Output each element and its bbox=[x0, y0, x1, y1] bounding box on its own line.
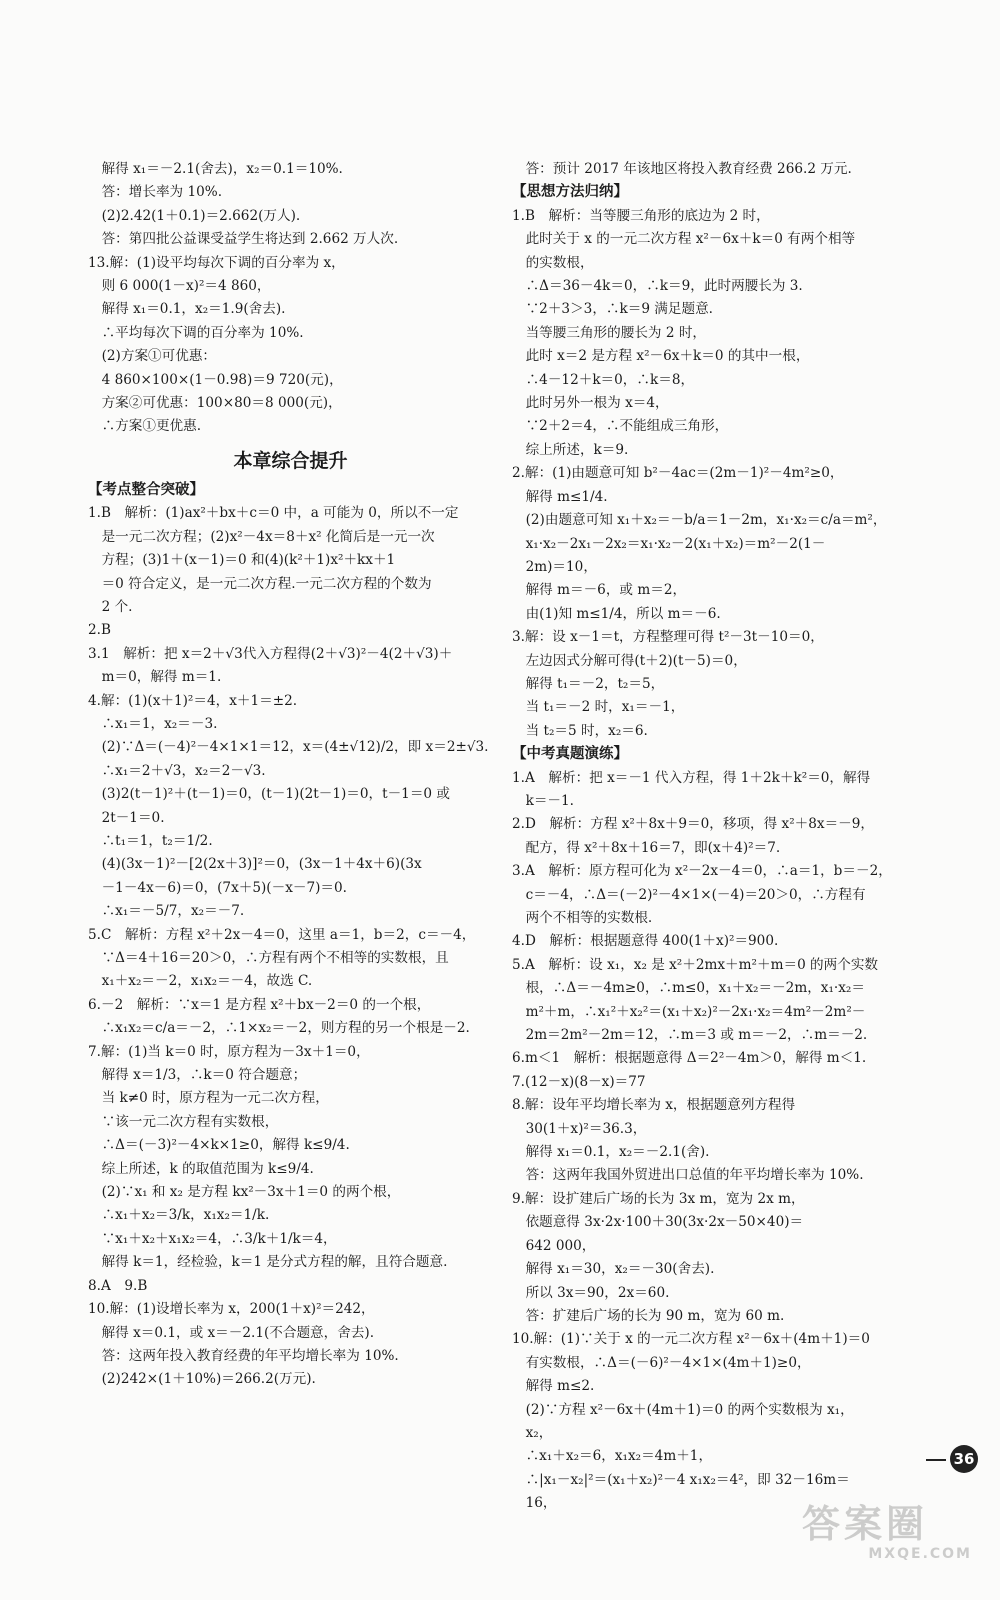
section-heading: 【思想方法归纳】 bbox=[512, 184, 628, 201]
text-line: ＝0 符合定义，是一元二次方程.一元二次方程的个数为 bbox=[88, 575, 432, 592]
text-line: ∴x₁＝1，x₂＝－3. bbox=[88, 715, 218, 732]
text-line: 方案②可优惠：100×80＝8 000(元)， bbox=[88, 395, 342, 412]
text-line: 依题意得 3x·2x·100＋30(3x·2x－50×40)＝ bbox=[512, 1214, 804, 1231]
chapter-heading: 本章综合提升 bbox=[233, 449, 348, 472]
page-number-dash bbox=[926, 1459, 946, 1461]
text-line: 由(1)知 m≤1/4，所以 m＝－6. bbox=[512, 605, 721, 622]
text-line: 10.解：(1)设增长率为 x，200(1＋x)²＝242， bbox=[88, 1301, 375, 1318]
text-line: 解得 x＝0.1，或 x＝－2.1(不合题意，舍去). bbox=[88, 1324, 375, 1341]
text-line: 解得 m≤2. bbox=[512, 1378, 595, 1395]
text-line: 2m)＝10， bbox=[512, 558, 597, 575]
text-line: (4)(3x－1)²－[2(2x＋3)]²＝0，(3x－1＋4x＋6)(3x bbox=[88, 856, 422, 873]
text-line: 当 t₁＝－2 时，x₁＝－1， bbox=[512, 699, 685, 716]
text-line: 2.B bbox=[88, 622, 111, 639]
text-line: 解得 k＝1，经检验，k＝1 是分式方程的解，且符合题意. bbox=[88, 1254, 448, 1271]
text-line: 1.A 解析：把 x＝－1 代入方程，得 1＋2k＋k²＝0，解得 bbox=[512, 769, 871, 786]
watermark-main: 答案圈 bbox=[802, 1502, 929, 1546]
text-line: 2.D 解析：方程 x²＋8x＋9＝0，移项，得 x²＋8x＝－9， bbox=[512, 816, 875, 833]
text-line: 30(1＋x)²＝36.3， bbox=[512, 1120, 647, 1137]
text-line: 5.A 解析：设 x₁，x₂ 是 x²＋2mx＋m²＋m＝0 的两个实数 bbox=[512, 956, 879, 973]
text-line: 方程；(3)1＋(x－1)＝0 和(4)(k²＋1)x²＋kx＋1 bbox=[88, 552, 396, 569]
text-line: x₁·x₂－2x₁－2x₂＝x₁·x₂－2(x₁＋x₂)＝m²－2(1－ bbox=[512, 535, 826, 552]
text-line: 答：这两年投入教育经费的年平均增长率为 10%. bbox=[88, 1347, 399, 1364]
watermark-logo bbox=[802, 1502, 972, 1572]
text-line: 5.C 解析：方程 x²＋2x－4＝0，这里 a＝1，b＝2，c＝－4， bbox=[88, 926, 476, 943]
text-line: 2.解：(1)由题意可知 b²－4ac＝(2m－1)²－4m²≥0， bbox=[512, 465, 844, 482]
text-line: 13.解：(1)设平均每次下调的百分率为 x， bbox=[88, 254, 345, 271]
text-line: k＝－1. bbox=[512, 792, 574, 809]
section-heading: 【考点整合突破】 bbox=[88, 481, 204, 498]
text-line: 1.B 解析：(1)ax²＋bx＋c＝0 中，a 可能为 0，所以不一定 bbox=[88, 505, 459, 522]
text-line: 解得 t₁＝－2，t₂＝5， bbox=[512, 675, 665, 692]
text-line: 的实数根， bbox=[512, 254, 594, 271]
text-line: m²＋m，∴x₁²＋x₂²＝(x₁＋x₂)²－2x₁·x₂＝4m²－2m²－ bbox=[512, 1003, 866, 1020]
text-line: 解得 m≤1/4. bbox=[512, 488, 608, 505]
page-number-circle: 36 bbox=[950, 1445, 978, 1473]
text-line: 4 860×100×(1－0.98)＝9 720(元)， bbox=[88, 371, 343, 388]
text-line: －1－4x－6)＝0，(7x＋5)(－x－7)＝0. bbox=[88, 879, 347, 896]
section-heading: 【中考真题演练】 bbox=[512, 746, 628, 763]
text-line: 答：扩建后广场的长为 90 m，宽为 60 m. bbox=[512, 1307, 785, 1324]
text-line: (2)方案①可优惠： bbox=[88, 348, 217, 365]
text-line: 4.D 解析：根据题意得 400(1＋x)²＝900. bbox=[512, 933, 779, 950]
text-line: (3)2(t－1)²＋(t－1)＝0，(t－1)(2t－1)＝0，t－1＝0 或 bbox=[88, 786, 450, 803]
text-line: 当等腰三角形的腰长为 2 时， bbox=[512, 324, 707, 341]
text-line: ∴x₁＋x₂＝3/k，x₁x₂＝1/k. bbox=[88, 1207, 270, 1224]
text-line: (2)∵x₁ 和 x₂ 是方程 kx²－3x＋1＝0 的两个根， bbox=[88, 1184, 401, 1201]
text-line: ∴Δ＝(－3)²－4×k×1≥0，解得 k≤9/4. bbox=[88, 1137, 350, 1154]
text-line: 3.解：设 x－1＝t，方程整理可得 t²－3t－10＝0， bbox=[512, 629, 824, 646]
text-line: 是一元二次方程；(2)x²－4x＝8＋x² 化简后是一元一次 bbox=[88, 528, 435, 545]
text-line: 2t－1＝0. bbox=[88, 809, 165, 826]
text-line: 2m＝2m²－2m＝12，∴m＝3 或 m＝－2，∴m＝－2. bbox=[512, 1027, 868, 1044]
text-line: 3.A 解析：原方程可化为 x²－2x－4＝0，∴a＝1，b＝－2， bbox=[512, 863, 892, 880]
text-line: 解得 x₁＝30，x₂＝－30(舍去). bbox=[512, 1261, 715, 1278]
text-line: 综上所述，k 的取值范围为 k≤9/4. bbox=[88, 1160, 314, 1177]
text-line: 根，∴Δ＝－4m≥0，∴m≤0，x₁＋x₂＝－2m，x₁·x₂＝ bbox=[512, 980, 865, 997]
right-column bbox=[512, 158, 952, 1516]
text-line: 答：增长率为 10%. bbox=[88, 184, 223, 201]
text-line: 7.解：(1)当 k＝0 时，原方程为－3x＋1＝0， bbox=[88, 1043, 370, 1060]
text-line: 2 个. bbox=[88, 598, 133, 615]
text-line: ∴x₁＋x₂＝6，x₁x₂＝4m＋1， bbox=[512, 1448, 713, 1465]
text-line: 答：预计 2017 年该地区将投入教育经费 266.2 万元. bbox=[512, 161, 852, 177]
text-line: 6.m＜1 解析：根据题意得 Δ＝2²－4m＞0，解得 m＜1. bbox=[512, 1050, 867, 1067]
text-line: 3.1 解析：把 x＝2＋√3代入方程得(2＋√3)²－4(2＋√3)＋ bbox=[88, 645, 453, 662]
text-line: (2)242×(1＋10%)＝266.2(万元). bbox=[88, 1371, 316, 1388]
text-line: 答：这两年我国外贸进出口总值的年平均增长率为 10%. bbox=[512, 1167, 864, 1184]
text-line: m＝0，解得 m＝1. bbox=[88, 669, 222, 686]
text-line: 所以 3x＝90，2x＝60. bbox=[512, 1284, 670, 1301]
text-line: x₂， bbox=[512, 1424, 553, 1441]
left-column bbox=[88, 158, 493, 1392]
text-line: 此时 x＝2 是方程 x²－6x＋k＝0 的其中一根， bbox=[512, 348, 810, 365]
text-line: 16， bbox=[512, 1495, 557, 1512]
text-line: 解得 x₁＝－2.1(舍去)，x₂＝0.1＝10%. bbox=[88, 161, 343, 177]
text-line: (2)由题意可知 x₁＋x₂＝－b/a＝1－2m，x₁·x₂＝c/a＝m²， bbox=[512, 512, 887, 529]
text-line: 当 t₂＝5 时，x₂＝6. bbox=[512, 722, 648, 739]
text-line: (2)∵Δ＝(－4)²－4×1×1＝12，x＝(4±√12)/2，即 x＝2±√3. bbox=[88, 739, 489, 756]
text-line: 8.解：设年平均增长率为 x，根据题意列方程得 bbox=[512, 1097, 796, 1114]
text-line: 解得 x₁＝0.1，x₂＝1.9(舍去). bbox=[88, 301, 286, 318]
text-line: ∴方案①更优惠. bbox=[88, 418, 202, 435]
text-line: (2)∵方程 x²－6x＋(4m＋1)＝0 的两个实数根为 x₁， bbox=[512, 1401, 854, 1418]
watermark-site: MXQE.COM bbox=[868, 1546, 972, 1562]
text-line: ∴x₁x₂＝c/a＝－2，∴1×x₂＝－2，则方程的另一个根是－2. bbox=[88, 1020, 470, 1037]
text-line: 综上所述，k＝9. bbox=[512, 441, 629, 458]
text-line: ∵x₁＋x₂＋x₁x₂＝4，∴3/k＋1/k＝4， bbox=[88, 1230, 337, 1247]
text-line: ∴x₁＝2＋√3，x₂＝2－√3. bbox=[88, 762, 266, 779]
text-line: ∵Δ＝4＋16＝20＞0，∴方程有两个不相等的实数根，且 bbox=[88, 950, 449, 966]
text-line: (2)2.42(1＋0.1)＝2.662(万人). bbox=[88, 207, 301, 224]
text-line: ∵2＋3＞3，∴k＝9 满足题意. bbox=[512, 301, 714, 318]
text-line: ∵该一元二次方程有实数根， bbox=[88, 1113, 279, 1130]
text-line: 6.－2 解析：∵x＝1 是方程 x²＋bx－2＝0 的一个根， bbox=[88, 996, 431, 1013]
text-line: 两个不相等的实数根. bbox=[512, 910, 653, 926]
text-line: 配方，得 x²＋8x＋16＝7，即(x＋4)²＝7. bbox=[512, 839, 781, 856]
text-line: 解得 x＝1/3，∴k＝0 符合题意； bbox=[88, 1067, 307, 1084]
text-line: 有实数根，∴Δ＝(－6)²－4×1×(4m＋1)≥0， bbox=[512, 1354, 811, 1371]
text-line: ∴x₁＝－5/7，x₂＝－7. bbox=[88, 903, 245, 920]
text-line: ∴t₁＝1，t₂＝1/2. bbox=[88, 832, 213, 849]
text-line: 642 000， bbox=[512, 1237, 596, 1254]
page-number bbox=[926, 1445, 978, 1473]
text-line: ∴Δ＝36－4k＝0，∴k＝9，此时两腰长为 3. bbox=[512, 278, 803, 295]
text-line: 8.A 9.B bbox=[88, 1277, 148, 1294]
text-line: 10.解：(1)∵关于 x 的一元二次方程 x²－6x＋(4m＋1)＝0 bbox=[512, 1331, 870, 1348]
text-line: 当 k≠0 时，原方程为一元二次方程， bbox=[88, 1090, 329, 1107]
text-line: 解得 x₁＝0.1，x₂＝－2.1(舍). bbox=[512, 1144, 710, 1161]
text-line: ∴平均每次下调的百分率为 10%. bbox=[88, 324, 304, 341]
text-line: 9.解：设扩建后广场的长为 3x m，宽为 2x m， bbox=[512, 1190, 805, 1207]
text-line: 1.B 解析：当等腰三角形的底边为 2 时， bbox=[512, 207, 770, 224]
text-line: ∴|x₁－x₂|²＝(x₁＋x₂)²－4 x₁x₂＝4²，即 32－16m＝ bbox=[512, 1471, 850, 1488]
text-line: 4.解：(1)(x＋1)²＝4，x＋1＝±2. bbox=[88, 692, 298, 709]
text-line: 解得 m＝－6，或 m＝2， bbox=[512, 582, 687, 599]
text-line: ∴4－12＋k＝0，∴k＝8， bbox=[512, 371, 695, 388]
text-line: 答：第四批公益课受益学生将达到 2.662 万人次. bbox=[88, 231, 399, 248]
text-line: 左边因式分解可得(t＋2)(t－5)＝0， bbox=[512, 652, 747, 669]
text-line: c＝－4，∴Δ＝(－2)²－4×1×(－4)＝20＞0，∴方程有 bbox=[512, 886, 866, 903]
text-line: x₁＋x₂＝－2，x₁x₂＝－4，故选 C. bbox=[88, 973, 313, 990]
text-line: 此时另外一根为 x＝4， bbox=[512, 395, 669, 412]
text-line: 此时关于 x 的一元二次方程 x²－6x＋k＝0 有两个相等 bbox=[512, 231, 856, 248]
text-line: ∵2＋2＝4，∴不能组成三角形， bbox=[512, 418, 729, 435]
text-line: 则 6 000(1－x)²＝4 860， bbox=[88, 278, 271, 295]
text-line: 7.(12－x)(8－x)＝77 bbox=[512, 1073, 646, 1090]
